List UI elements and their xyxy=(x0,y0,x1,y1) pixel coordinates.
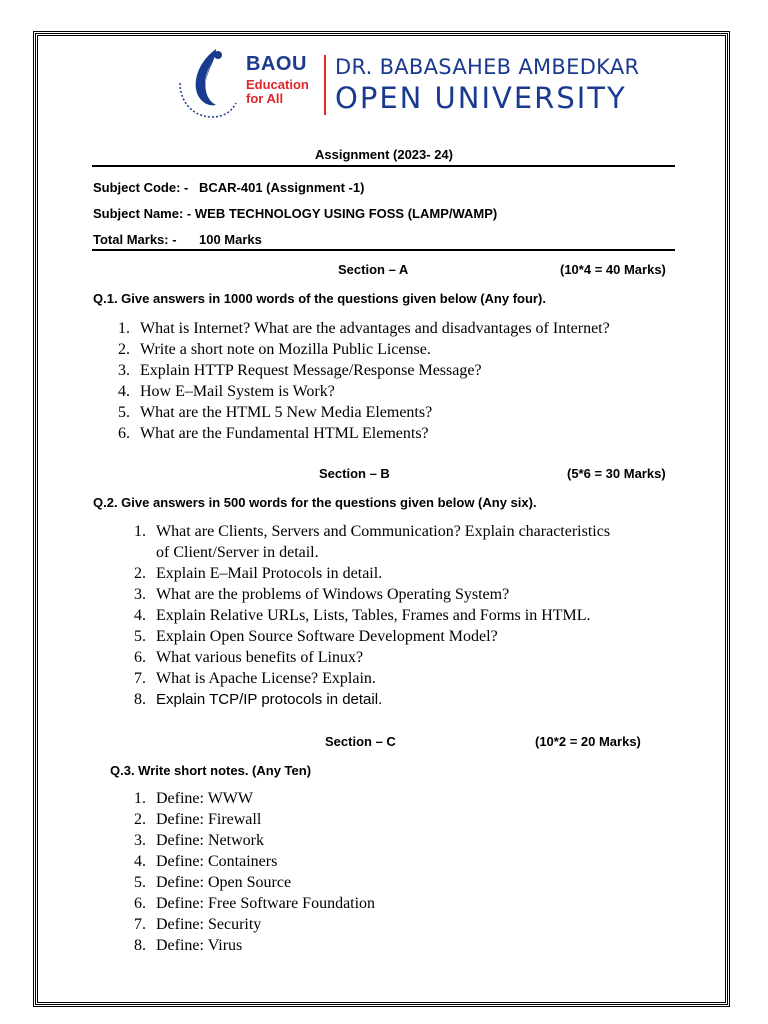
subject-name-value: WEB TECHNOLOGY USING FOSS (LAMP/WAMP) xyxy=(194,206,498,221)
list-item: 2. Define: Firewall xyxy=(134,811,262,828)
list-item: 4. Explain Relative URLs, Lists, Tables, Frames and Forms in HTML. xyxy=(134,607,591,624)
section-a-marks: (10*4 = 40 Marks) xyxy=(560,262,666,277)
subject-name-row xyxy=(93,206,497,221)
list-item: 2. Explain E–Mail Protocols in detail. xyxy=(134,565,383,582)
list-item: 8. Explain TCP/IP protocols in detail. xyxy=(134,691,383,708)
list-item: 5. Explain Open Source Software Development Model? xyxy=(134,628,498,645)
assignment-title: Assignment (2023- 24) xyxy=(315,147,453,162)
subject-code-label: Subject Code: - xyxy=(93,180,189,195)
question-2: Q.2. Give answers in 500 words for the questions given below (Any six). xyxy=(93,495,537,510)
list-item: 7. Define: Security xyxy=(134,916,262,933)
list-item: 8. Define: Virus xyxy=(134,937,243,954)
subject-code-value: BCAR-401 (Assignment -1) xyxy=(199,180,365,195)
section-b-marks: (5*6 = 30 Marks) xyxy=(567,466,666,481)
university-name-line2: OPEN UNIVERSITY xyxy=(335,81,627,115)
university-name-line1: DR. BABASAHEB AMBEDKAR xyxy=(335,55,640,79)
list-item: 1. Define: WWW xyxy=(134,790,253,807)
section-c-list xyxy=(126,788,376,956)
list-item: 3. What are the problems of Windows Operating System? xyxy=(134,586,510,603)
list-item: 1. What are Clients, Servers and Communication? Explain characteristics xyxy=(134,523,611,540)
question-1: Q.1. Give answers in 1000 words of the questions given below (Any four). xyxy=(93,291,546,306)
list-item-continuation: of Client/Server in detail. xyxy=(156,544,319,561)
total-marks-label: Total Marks: - xyxy=(93,232,177,247)
list-item: 4. Define: Containers xyxy=(134,853,278,870)
logo-short-name: BAOU xyxy=(246,53,307,75)
section-c-marks: (10*2 = 20 Marks) xyxy=(535,734,641,749)
logo-divider xyxy=(324,55,326,115)
list-item: 6. What are the Fundamental HTML Elements? xyxy=(118,425,429,442)
baou-emblem-icon xyxy=(172,45,242,125)
section-a-list xyxy=(110,318,610,444)
list-item: 6. What various benefits of Linux? xyxy=(134,649,364,666)
list-item: 2. Write a short note on Mozilla Public License. xyxy=(118,341,431,358)
list-item: 5. Define: Open Source xyxy=(134,874,292,891)
section-b-list xyxy=(126,521,611,710)
title-rule xyxy=(92,165,675,167)
logo-tagline-line2: for All xyxy=(246,91,284,106)
section-c-title: Section – C xyxy=(325,734,396,749)
subject-code-row xyxy=(93,180,365,195)
list-item: 1. What is Internet? What are the advantages and disadvantages of Internet? xyxy=(118,320,610,337)
logo-tagline-line1: Education xyxy=(246,77,309,92)
meta-rule xyxy=(92,249,675,251)
university-logo xyxy=(172,45,640,130)
list-item: 6. Define: Free Software Foundation xyxy=(134,895,376,912)
section-b-title: Section – B xyxy=(319,466,390,481)
list-item: 3. Explain HTTP Request Message/Response Message? xyxy=(118,362,482,379)
list-item: 7. What is Apache License? Explain. xyxy=(134,670,376,687)
subject-name-label: Subject Name: - xyxy=(93,206,192,221)
list-item: 4. How E–Mail System is Work? xyxy=(118,383,335,400)
question-3: Q.3. Write short notes. (Any Ten) xyxy=(110,763,312,778)
total-marks-row xyxy=(93,232,262,247)
section-a-title: Section – A xyxy=(338,262,409,277)
list-item: 5. What are the HTML 5 New Media Elements? xyxy=(118,404,433,421)
list-item: 3. Define: Network xyxy=(134,832,264,849)
total-marks-value: 100 Marks xyxy=(199,232,262,247)
